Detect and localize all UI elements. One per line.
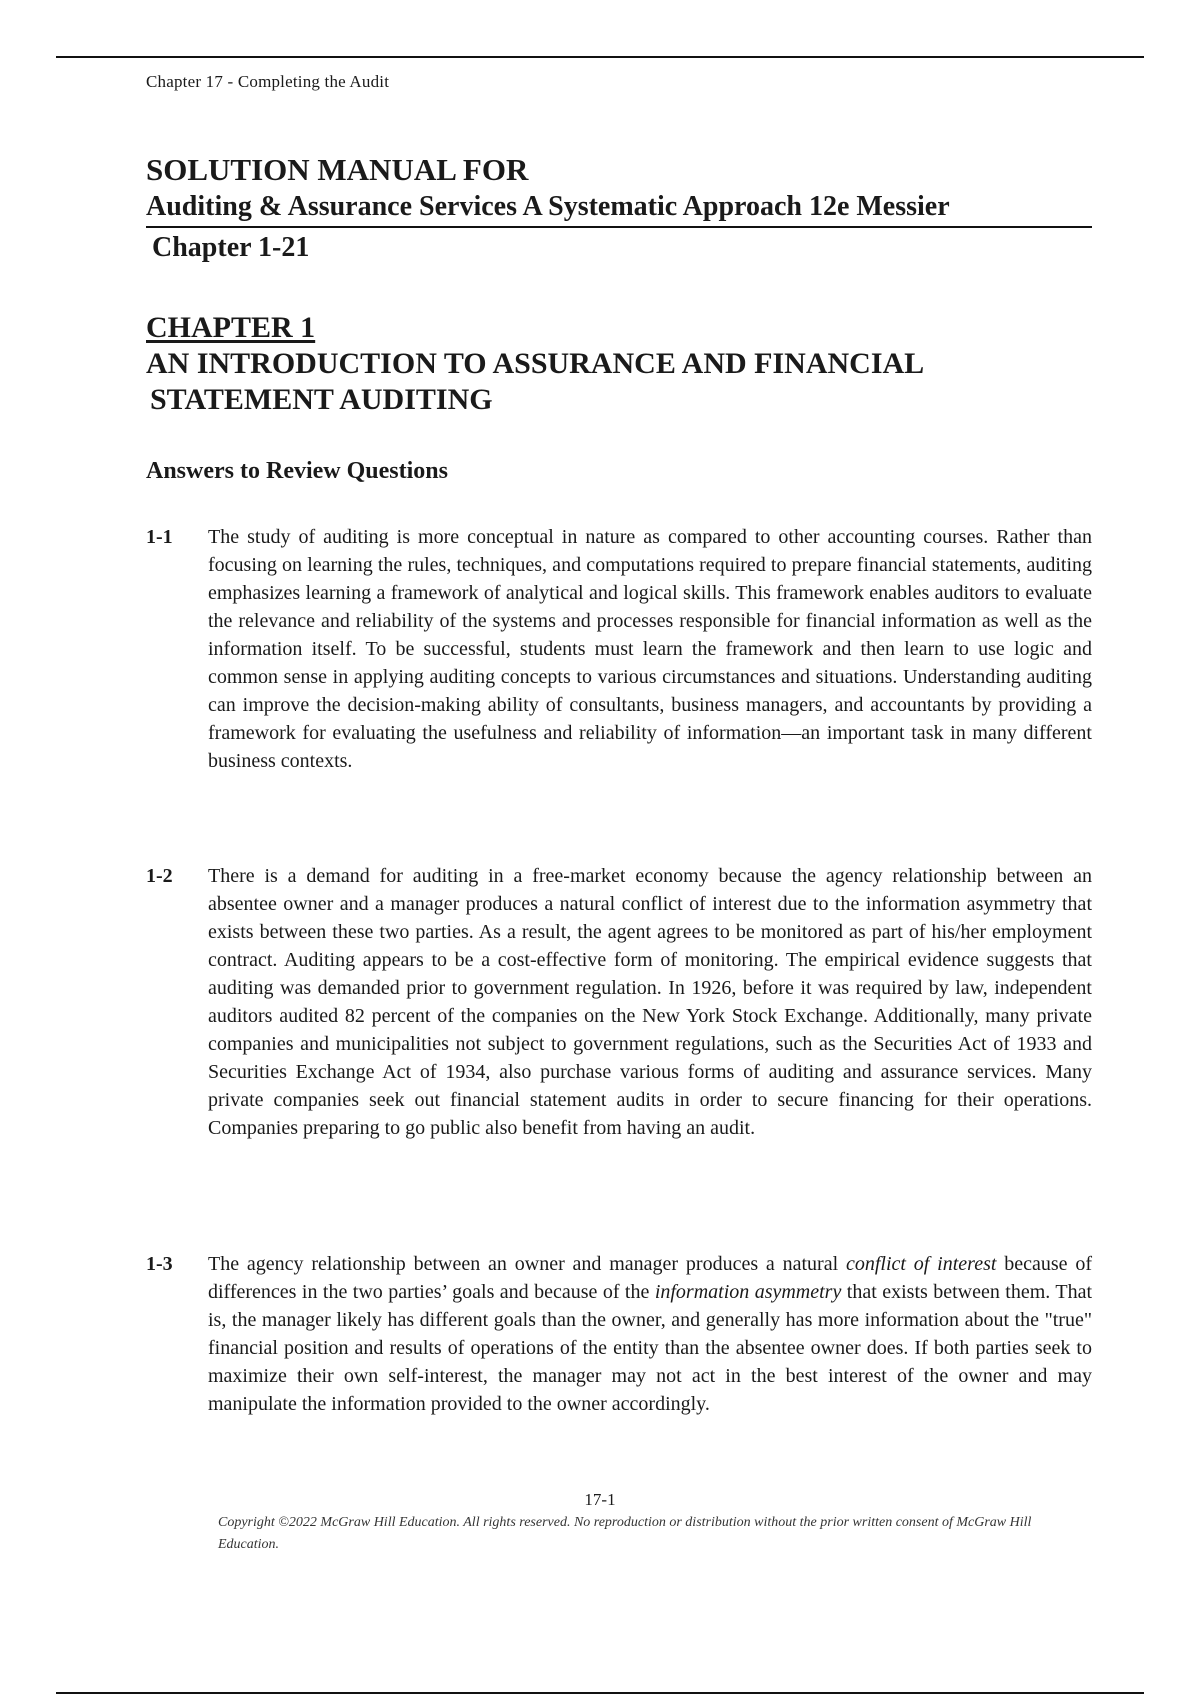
bottom-rule	[56, 1692, 1144, 1694]
chapter-label: CHAPTER 1	[146, 311, 316, 344]
answer-text-part: The agency relationship between an owner and manager produces a natural	[208, 1253, 846, 1275]
title-line-1: SOLUTION MANUAL FOR	[146, 152, 529, 187]
answer-number: 1-3	[146, 1253, 173, 1275]
chapter-heading	[146, 310, 1092, 418]
answer-text-part: that exists between them. That is, the manager likely has different goals than the owner, and generally has more information about the "true" financial position and results of operations of the entity than the absentee owner does. If both parties seek to maximize their own self-interest, the manager may not act in the best interest of the owner and may manipulate the information provided to the owner accordingly.	[208, 1281, 1093, 1415]
emphasis-term: information asymmetry	[654, 1281, 842, 1303]
emphasis-term: conflict of interest	[845, 1253, 997, 1275]
page-number: 17-1	[584, 1490, 616, 1509]
title-line-3: Chapter 1-21	[152, 232, 310, 263]
answer-text: The study of auditing is more conceptual in nature as compared to other accounting courses. Rather than focusing on learning the rules, techniques, and computations required to prepare financial statements, auditing emphasizes learning a framework of analytical and logical skills. This framework enables auditors to evaluate the relevance and reliability of the systems and processes responsible for financial information as well as the information itself. To be successful, students must learn the framework and then learn to use logic and common sense in applying auditing concepts to various circumstances and situations. Understanding auditing can improve the decision-making ability of consultants, business managers, and accountants by providing a framework for evaluating the usefulness and reliability of information—an important task in many different business contexts.	[208, 526, 1092, 772]
answer-number: 1-2	[146, 865, 173, 887]
running-head: Chapter 17 - Completing the Audit	[146, 72, 390, 91]
answer-number: 1-1	[146, 526, 173, 548]
title-line-2: Auditing & Assurance Services A Systematic Approach 12e Messier	[146, 188, 1092, 228]
answer-item	[146, 523, 1092, 775]
top-rule	[56, 56, 1144, 58]
answer-text	[208, 1250, 1092, 1418]
copyright-notice: Copyright ©2022 McGraw Hill Education. All rights reserved. No reproduction or distribution without the prior written consent of McGraw Hill Education.	[218, 1515, 1032, 1552]
answer-item	[146, 1250, 1092, 1418]
section-heading: Answers to Review Questions	[146, 458, 448, 484]
chapter-title-line-2: STATEMENT AUDITING	[150, 383, 493, 416]
chapter-title-line-1: AN INTRODUCTION TO ASSURANCE AND FINANCIAL	[146, 347, 925, 380]
answer-text: There is a demand for auditing in a free-market economy because the agency relationship between an absentee owner and a manager produces a natural conflict of interest due to the information asymmetry that exists between these two parties. As a result, the agent agrees to be monitored as part of his/her employment contract. Auditing appears to be a cost-effective form of monitoring. The empirical evidence suggests that auditing was demanded prior to government regulation. In 1926, before it was required by law, independent auditors audited 82 percent of the companies on the New York Stock Exchange. Additionally, many private companies and municipalities not subject to government regulations, such as the Securities Act of 1933 and Securities Exchange Act of 1934, also purchase various forms of auditing and assurance services. Many private companies seek out financial statement audits in order to secure financing for their operations. Companies preparing to go public also benefit from having an audit.	[208, 865, 1092, 1139]
answer-text-part: because of differences in the two parties’ goals and because of the	[208, 1253, 1093, 1303]
title-block	[146, 152, 1092, 268]
answer-item	[146, 862, 1092, 1142]
